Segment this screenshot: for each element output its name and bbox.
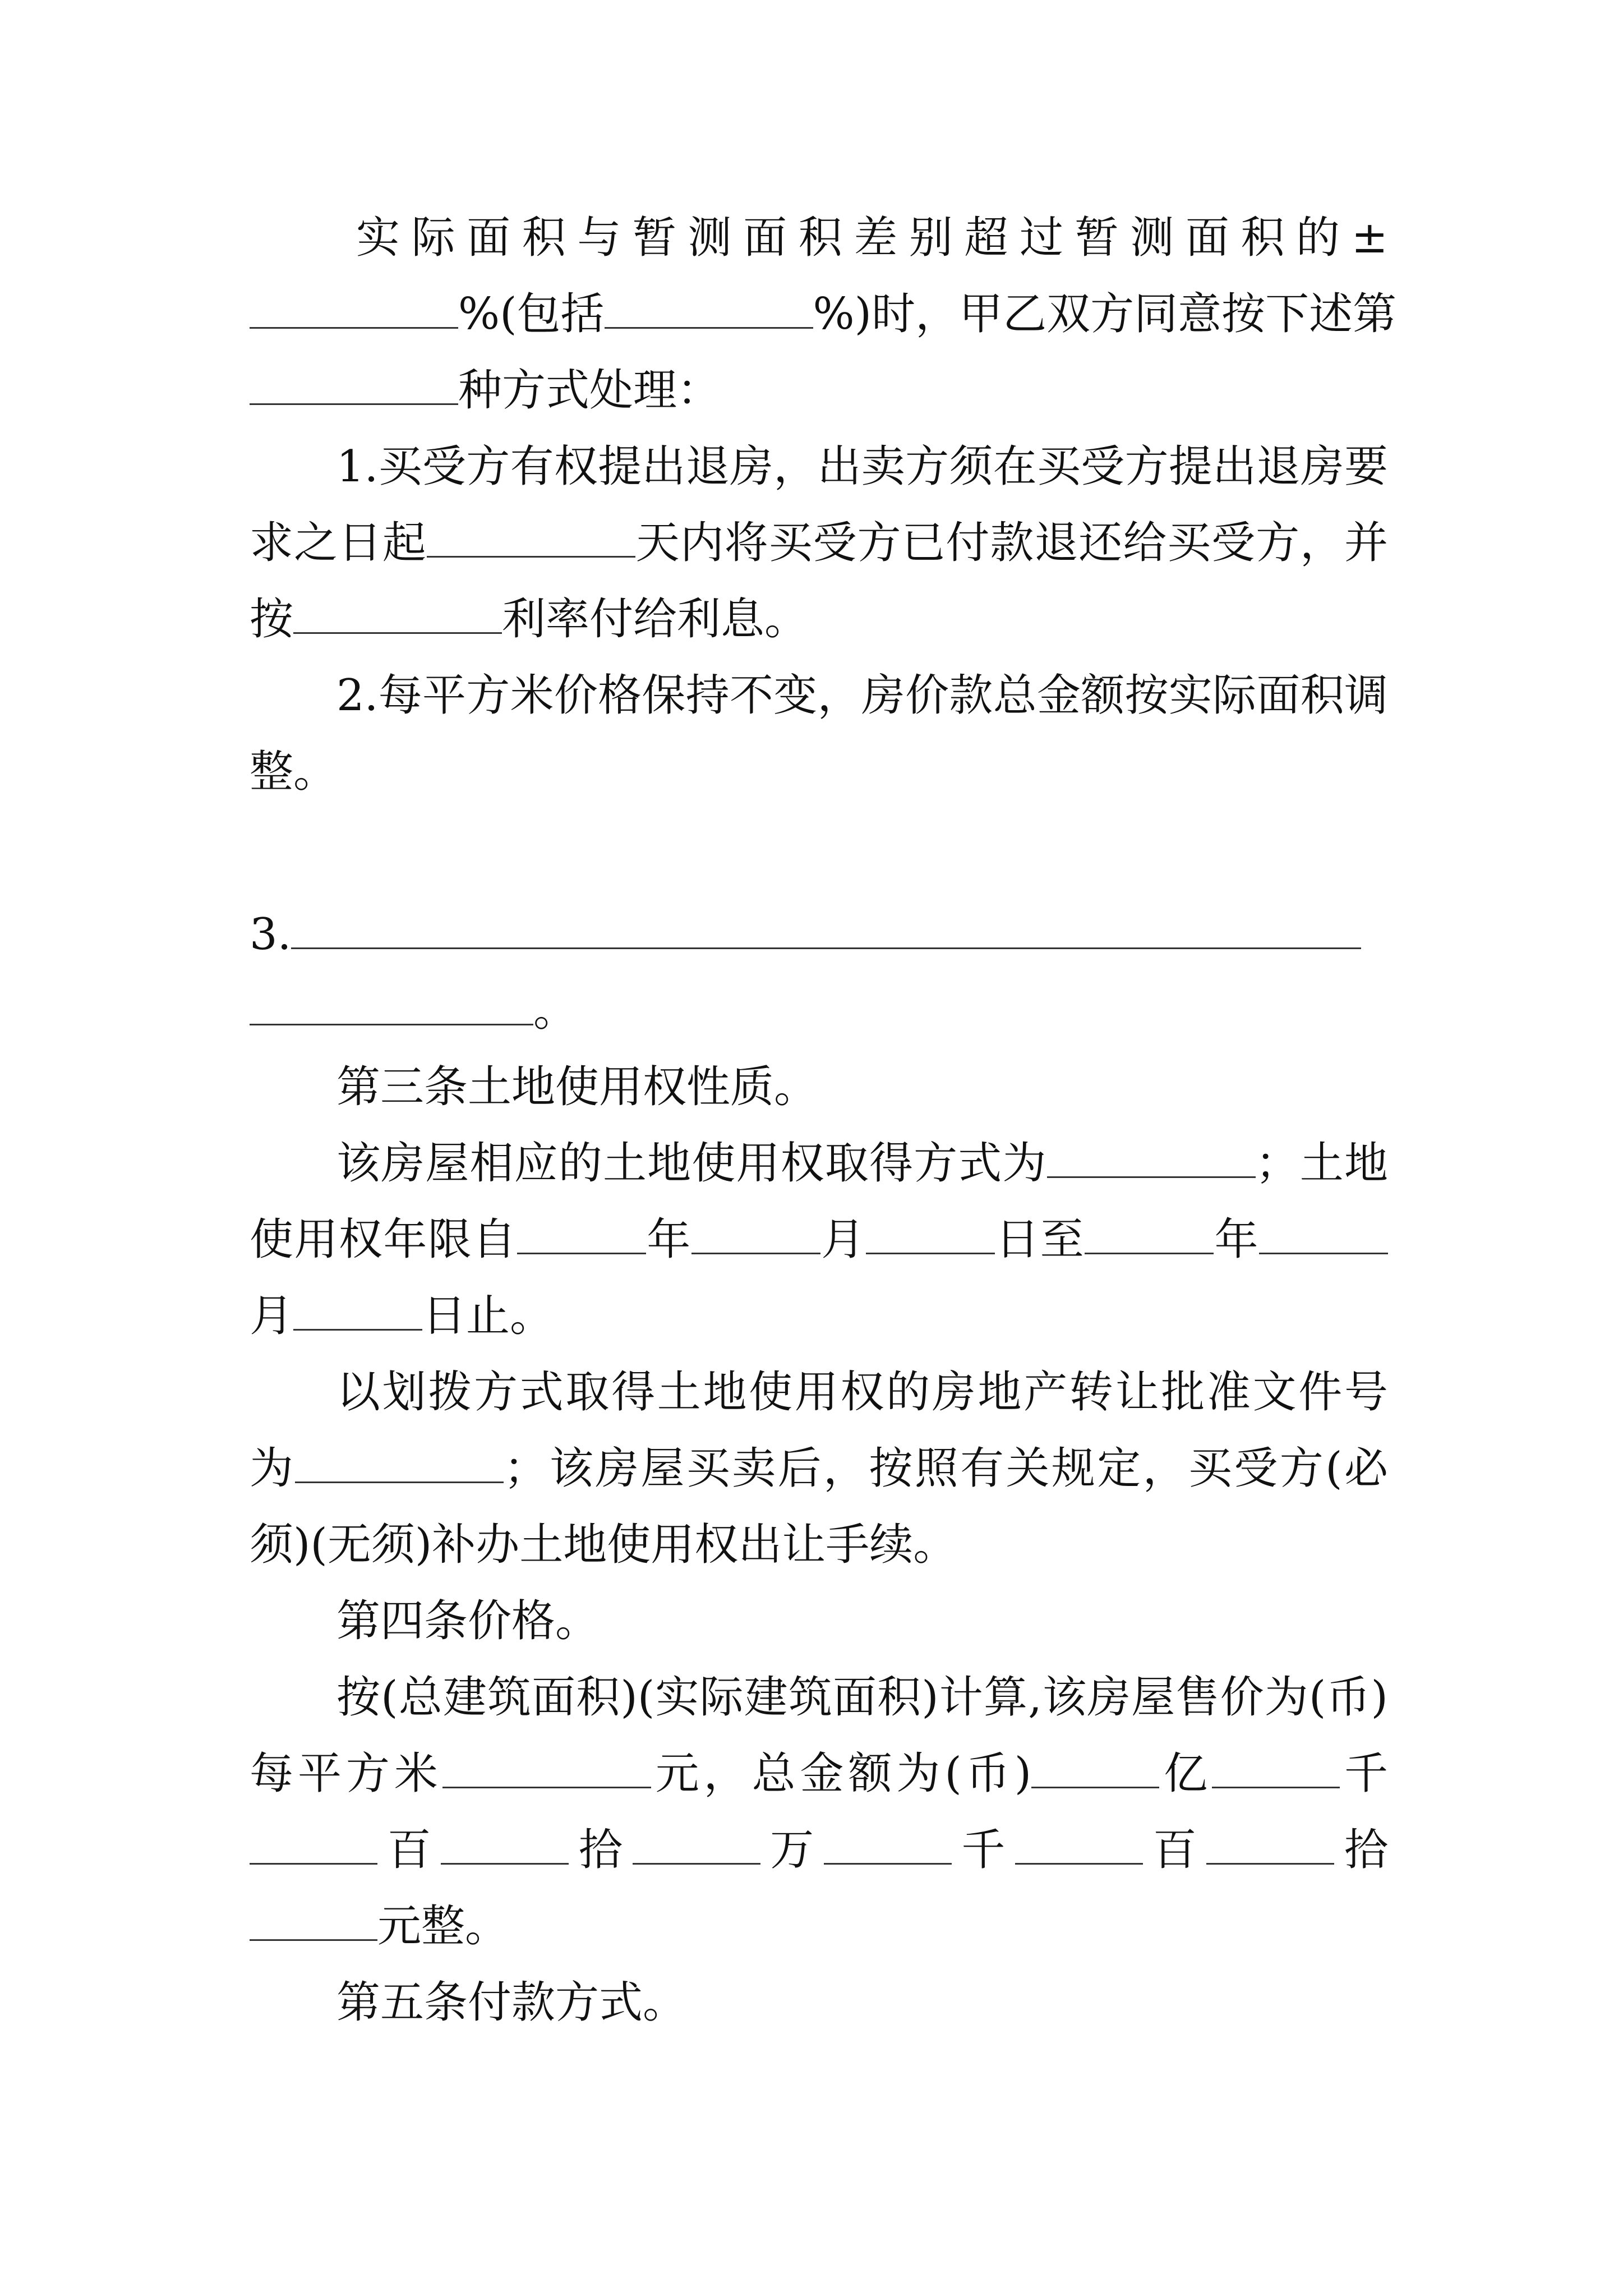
- blank-field[interactable]: [295, 1444, 504, 1483]
- blank-field[interactable]: [1047, 1139, 1256, 1178]
- text: 拾: [1334, 1825, 1388, 1875]
- text: 百: [377, 1825, 441, 1875]
- text: 万: [760, 1825, 824, 1875]
- text: 求之日起: [250, 518, 427, 568]
- paragraph-line: [250, 1819, 1388, 1881]
- paragraph-line: [250, 903, 1388, 966]
- paragraph-line: [250, 1513, 1388, 1576]
- text: 为: [250, 1443, 296, 1494]
- text: 。: [533, 986, 578, 1036]
- paragraph-line: [356, 206, 1388, 269]
- text: 日止。: [422, 1291, 554, 1341]
- text: 每平方米: [250, 1749, 442, 1799]
- section-heading: [336, 1971, 1475, 2034]
- text: 利率付给利息。: [502, 594, 809, 645]
- text: 百: [1143, 1825, 1207, 1875]
- blank-field[interactable]: [866, 1216, 995, 1254]
- blank-field[interactable]: [1015, 1826, 1143, 1865]
- blank-field[interactable]: [1031, 1750, 1159, 1788]
- text: 2.每平方米价格保持不变，房价款总金额按实际面积调: [336, 670, 1388, 721]
- paragraph-line: [250, 1208, 1388, 1271]
- text: 千: [951, 1825, 1016, 1875]
- blank-field[interactable]: [250, 366, 458, 405]
- text: 3.: [250, 909, 292, 960]
- blank-field[interactable]: [1212, 1750, 1340, 1788]
- text: 年: [645, 1214, 691, 1265]
- blank-field[interactable]: [1206, 1826, 1334, 1865]
- blank-field[interactable]: [250, 987, 533, 1025]
- text: 整。: [250, 747, 338, 797]
- paragraph-line: [250, 588, 1388, 651]
- text: 月: [250, 1291, 294, 1341]
- text: 元整。: [377, 1901, 509, 1952]
- text: 使用权年限自: [250, 1214, 517, 1265]
- text: 实际面积与暂测面积差别超过暂测面积的±: [356, 213, 1388, 263]
- paragraph-line: [336, 435, 1388, 498]
- blank-field[interactable]: [691, 1216, 820, 1254]
- text: ；该房屋买卖后，按照有关规定，买受方(必: [504, 1443, 1388, 1494]
- text: 千: [1340, 1749, 1388, 1799]
- text: 亿: [1159, 1749, 1212, 1799]
- paragraph-line: [250, 1285, 1388, 1347]
- paragraph-line: [336, 664, 1388, 727]
- paragraph-line: [250, 283, 1397, 346]
- blank-field[interactable]: [441, 1826, 569, 1865]
- blank-field[interactable]: [517, 1216, 646, 1254]
- text: 第五条付款方式。: [336, 1977, 687, 2028]
- text: 日至: [994, 1214, 1085, 1265]
- text: %)时，甲乙双方同意按下述第: [813, 289, 1397, 339]
- text: ；土地: [1255, 1138, 1388, 1189]
- blank-field[interactable]: [605, 290, 813, 329]
- text: 以划拨方式取得土地使用权的房地产转让批准文件号: [336, 1367, 1388, 1418]
- text: 拾: [569, 1825, 633, 1875]
- paragraph-line: [250, 1895, 1388, 1958]
- text: 1.买受方有权提出退房，出卖方须在买受方提出退房要: [336, 441, 1388, 492]
- text: 须)(无须)补办土地使用权出让手续。: [250, 1520, 957, 1570]
- blank-field[interactable]: [250, 290, 458, 329]
- text: 天内将买受方已付款退还给买受方，并: [635, 518, 1388, 568]
- blank-field[interactable]: [293, 595, 502, 634]
- blank-field[interactable]: [824, 1826, 952, 1865]
- text: 年: [1214, 1214, 1259, 1265]
- paragraph-line: [250, 979, 1388, 1042]
- blank-field[interactable]: [442, 1750, 651, 1788]
- paragraph-line: [250, 1742, 1388, 1805]
- blank-field[interactable]: [1259, 1216, 1388, 1254]
- text: 该房屋相应的土地使用权取得方式为: [336, 1138, 1047, 1189]
- blank-field[interactable]: [293, 1292, 422, 1331]
- blank-field[interactable]: [427, 519, 635, 558]
- text: 种方式处理：: [458, 365, 721, 416]
- blank-field[interactable]: [1085, 1216, 1214, 1254]
- paragraph-line: [250, 740, 1388, 803]
- text: 第三条土地使用权性质。: [336, 1062, 818, 1112]
- paragraph-line: [336, 1666, 1388, 1729]
- blank-field[interactable]: [250, 1826, 377, 1865]
- paragraph-line: [250, 1437, 1388, 1500]
- text: 月: [820, 1214, 866, 1265]
- section-heading: [336, 1590, 1475, 1653]
- text: 按(总建筑面积)(实际建筑面积)计算,该房屋售价为(币): [336, 1672, 1388, 1723]
- text: 第四条价格。: [336, 1596, 600, 1646]
- section-heading: [336, 1056, 1475, 1119]
- blank-field[interactable]: [250, 1902, 377, 1941]
- text: 按: [250, 594, 294, 645]
- paragraph-line: [336, 1361, 1388, 1424]
- blank-field[interactable]: [291, 910, 1361, 949]
- text: 元，总金额为(币): [651, 1749, 1032, 1799]
- paragraph-line: [250, 359, 1388, 422]
- paragraph-line: [336, 1132, 1388, 1195]
- paragraph-line: [250, 512, 1388, 574]
- blank-field[interactable]: [633, 1826, 760, 1865]
- text: %(包括: [458, 289, 605, 339]
